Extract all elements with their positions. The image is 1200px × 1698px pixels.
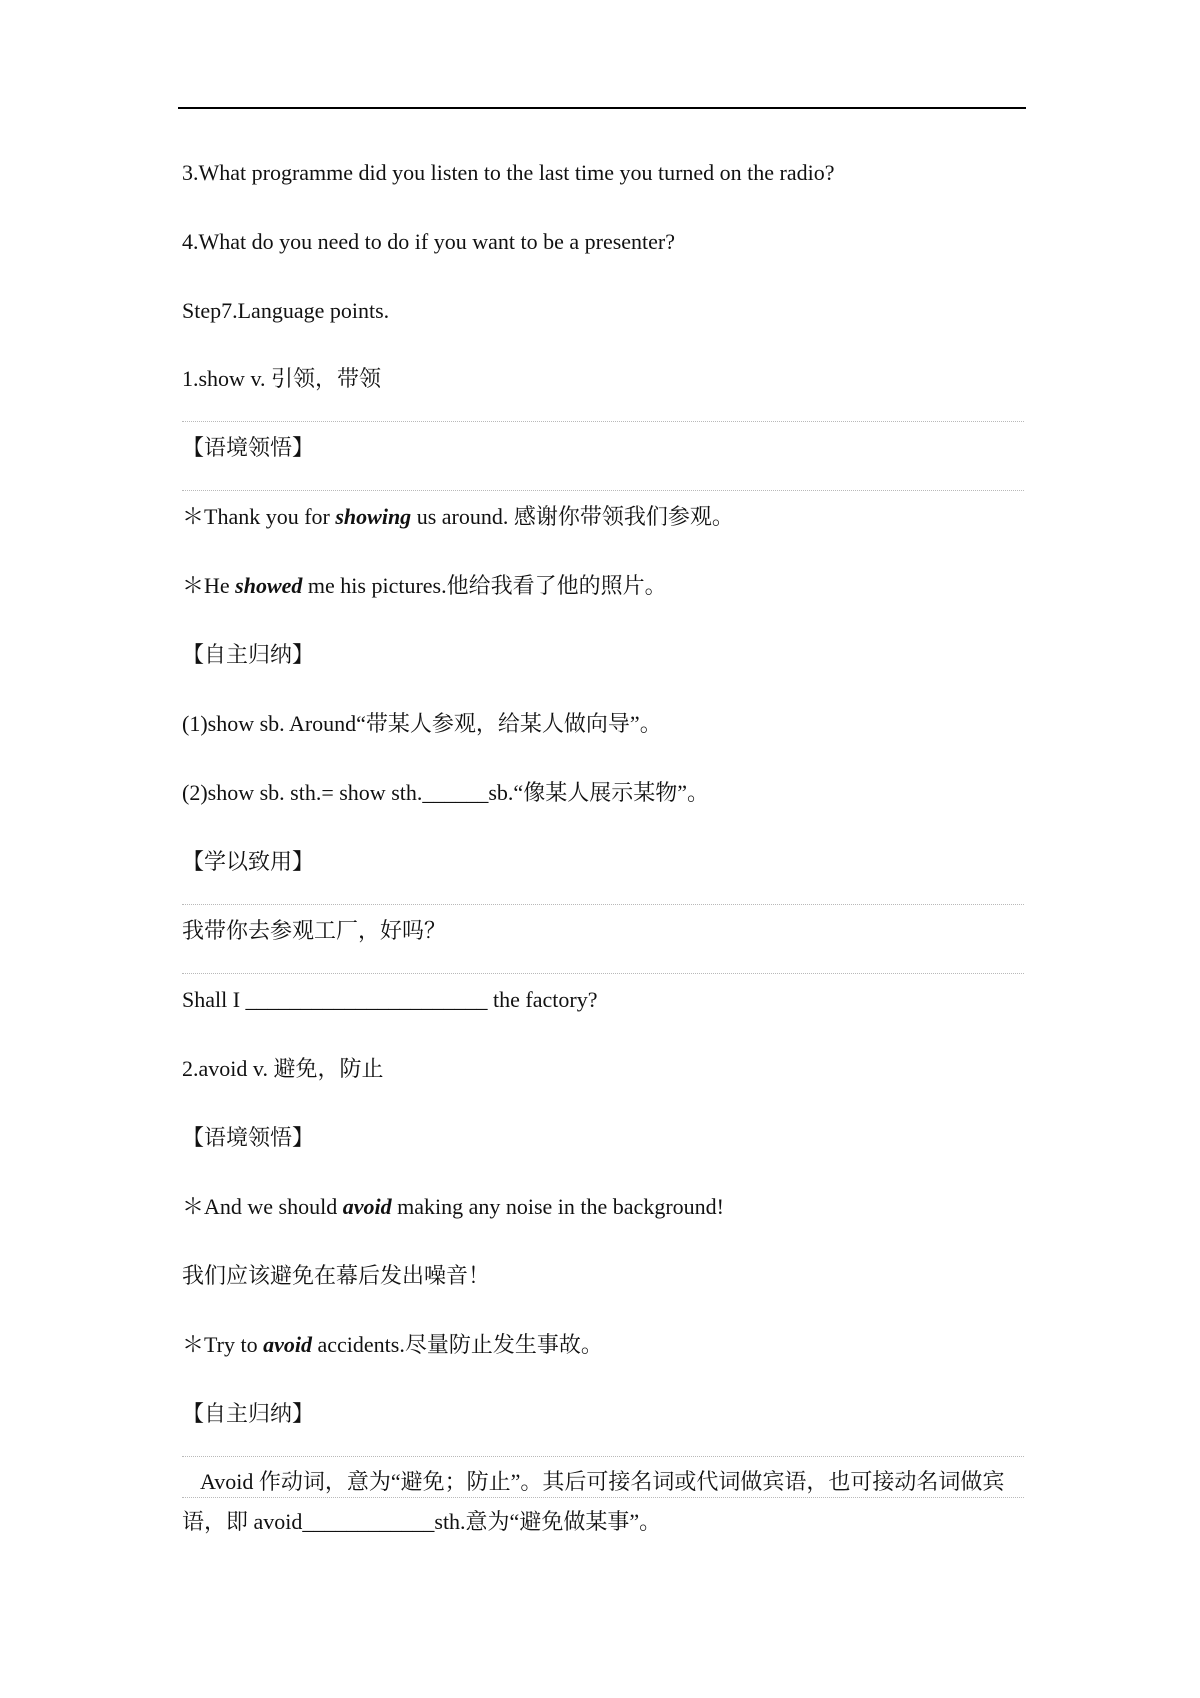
dotted-divider — [182, 421, 1024, 422]
point-1-summary-1: (1)show sb. Around“带某人参观，给某人做向导”。 — [182, 711, 662, 736]
point-2-summary-paragraph: Avoid 作动词，意为“避免；防止”。其后可接名词或代词做宾语，也可接动名词做宾语，即 avoid____________sth.意为“避免做某事”。 — [182, 1469, 1005, 1534]
point-2-example-1-cn: 我们应该避免在幕后发出噪音！ — [182, 1263, 491, 1288]
question-3: 3.What programme did you listen to the last time you turned on the radio? — [182, 160, 835, 185]
dotted-divider — [182, 973, 1024, 974]
point-1-summary-heading: 【自主归纳】 — [182, 642, 315, 667]
point-1-practice-heading: 【学以致用】 — [182, 849, 315, 874]
point-1-summary-2: (2)show sb. sth.= show sth.______sb.“像某人展示某物”。 — [182, 780, 709, 805]
point-2-title: 2.avoid v. 避免，防止 — [182, 1056, 384, 1081]
keyword: avoid — [342, 1194, 392, 1219]
question-4: 4.What do you need to do if you want to be a presenter? — [182, 229, 676, 254]
step-heading: Step7.Language points. — [182, 298, 390, 323]
keyword: avoid — [263, 1332, 312, 1357]
point-2-summary-heading: 【自主归纳】 — [182, 1401, 315, 1426]
point-1-practice-cn: 我带你去参观工厂，好吗？ — [182, 918, 447, 943]
point-1-practice-en: Shall I ______________________ the factory? — [182, 987, 598, 1012]
dotted-divider — [182, 1456, 1024, 1457]
dotted-divider — [182, 490, 1024, 491]
dotted-divider — [182, 904, 1024, 905]
point-2-example-1: ＊And we should avoid making any noise in the background! — [182, 1194, 724, 1219]
point-1-example-1: ＊Thank you for showing us around. 感谢你带领我们参观。 — [182, 504, 734, 529]
keyword: showing — [335, 504, 412, 529]
header-rule — [178, 107, 1026, 109]
point-2-context-heading: 【语境领悟】 — [182, 1125, 315, 1150]
point-1-title: 1.show v. 引领，带领 — [182, 366, 382, 391]
point-1-example-2: ＊He showed me his pictures.他给我看了他的照片。 — [182, 573, 667, 598]
keyword: showed — [235, 573, 303, 598]
point-1-context-heading: 【语境领悟】 — [182, 435, 315, 460]
point-2-example-2: ＊Try to avoid accidents.尽量防止发生事故。 — [182, 1332, 603, 1357]
